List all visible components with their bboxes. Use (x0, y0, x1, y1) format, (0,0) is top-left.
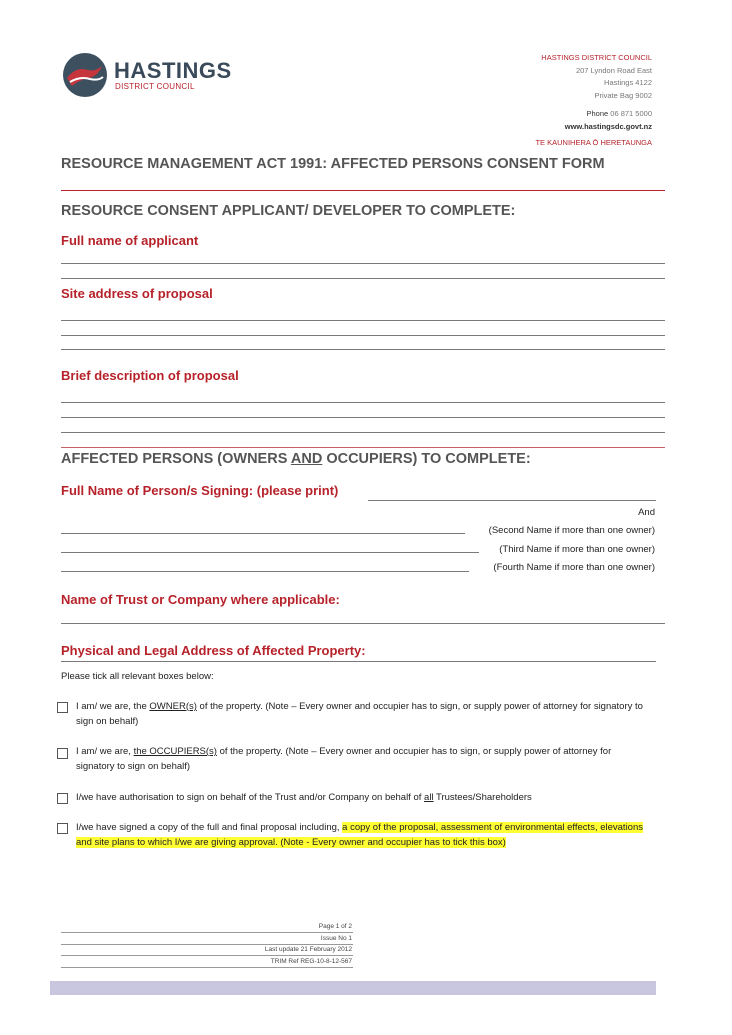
persons-signing-label: Full Name of Person/s Signing: (please print) (61, 483, 339, 498)
owner-option-text (76, 699, 646, 729)
site-address-label: Site address of proposal (61, 286, 213, 301)
footer-rule-2 (61, 944, 353, 945)
proposal-text-highlighted: a copy of the proposal, assessment of environmental effects, elevations and site plans to which I/we are giving approval. (Note - Every owner and occupier has to tick this box) (76, 822, 643, 848)
footer-trim-ref: TRIM Ref REG-10-8-12-567 (270, 958, 352, 965)
footer-page: Page 1 of 2 (318, 923, 352, 930)
applicant-section-heading: RESOURCE CONSENT APPLICANT/ DEVELOPER TO COMPLETE: (61, 203, 516, 219)
affected-section-heading (61, 451, 531, 467)
phone-label: Phone (586, 109, 609, 118)
description-line-3[interactable] (61, 432, 665, 433)
fourth-name-note: (Fourth Name if more than one owner) (493, 562, 655, 573)
brand-subtitle: DISTRICT COUNCIL (115, 82, 195, 91)
affected-heading-and: AND (290, 451, 323, 467)
trust-company-line[interactable] (61, 623, 665, 624)
description-line-4[interactable] (61, 447, 665, 448)
trust-company-label: Name of Trust or Company where applicable: (61, 592, 340, 607)
authorisation-checkbox[interactable] (57, 793, 68, 804)
occupier-text-b: of the property. (Note – Every owner and occupier has to sign, or supply power of attorney for signatory to sign on behalf) (76, 746, 612, 772)
form-title: RESOURCE MANAGEMENT ACT 1991: AFFECTED PERSONS CONSENT FORM (61, 156, 605, 172)
maori-name: TE KAUNIHERA Ō HERETAUNGA (535, 138, 652, 147)
authorisation-option-text (76, 790, 656, 805)
authorisation-text-underlined: all (424, 792, 434, 803)
brand-name: HASTINGS (114, 58, 232, 83)
owner-text-a: I am/ we are, the (76, 701, 150, 712)
contact-city: Hastings 4122 (604, 78, 652, 87)
site-address-line-2[interactable] (61, 335, 665, 336)
contact-street: 207 Lyndon Road East (575, 65, 652, 75)
third-name-line[interactable] (61, 552, 479, 553)
tick-instruction: Please tick all relevant boxes below: (61, 671, 214, 682)
affected-heading-part-1: AFFECTED PERSONS (OWNERS (61, 451, 291, 467)
contact-bag: Private Bag 9002 (594, 90, 652, 100)
proposal-option-text (76, 820, 656, 850)
full-name-line-1[interactable] (61, 263, 665, 264)
occupier-text-underlined: the OCCUPIERS(s) (133, 746, 217, 757)
persons-signing-line[interactable] (368, 500, 656, 501)
owner-text-b: of the property. (Note – Every owner and occupier has to sign, or supply power of attorney for signatory to sign on behalf) (76, 701, 643, 727)
owner-checkbox[interactable] (57, 702, 68, 713)
second-name-note: (Second Name if more than one owner) (488, 525, 655, 536)
site-address-line-3[interactable] (61, 349, 665, 350)
authorisation-text-a: I/we have authorisation to sign on behalf of the Trust and/or Company on behalf of (76, 792, 425, 803)
proposal-text-a: I/we have signed a copy of the full and final proposal including, (76, 822, 343, 833)
contact-council-name: HASTINGS DISTRICT COUNCIL (541, 53, 652, 62)
description-line-2[interactable] (61, 417, 665, 418)
authorisation-text-b: Trustees/Shareholders (433, 792, 532, 803)
third-name-note: (Third Name if more than one owner) (499, 544, 655, 555)
owner-text-underlined: OWNER(s) (149, 701, 197, 712)
physical-address-label: Physical and Legal Address of Affected Property: (61, 643, 366, 658)
fourth-name-line[interactable] (61, 571, 469, 572)
description-line-1[interactable] (61, 402, 665, 403)
proposal-checkbox[interactable] (57, 823, 68, 834)
second-name-line[interactable] (61, 533, 465, 534)
occupier-checkbox[interactable] (57, 748, 68, 759)
contact-block (535, 52, 652, 150)
footer-issue: Issue No 1 (320, 935, 352, 942)
footer-rule-4 (61, 967, 353, 968)
description-label: Brief description of proposal (61, 368, 239, 383)
footer-band (50, 981, 656, 995)
title-divider (61, 190, 665, 191)
full-name-label: Full name of applicant (61, 233, 199, 248)
site-address-line-1[interactable] (61, 320, 665, 321)
occupier-option-text (76, 744, 646, 774)
occupier-text-a: I am/ we are, (76, 746, 134, 757)
affected-heading-part-2: OCCUPIERS) TO COMPLETE: (322, 451, 531, 467)
footer-rule-1 (61, 932, 353, 933)
website: www.hastingsdc.govt.nz (564, 121, 652, 131)
logo-emblem-icon (62, 52, 108, 98)
physical-address-line[interactable] (61, 661, 656, 662)
footer-rule-3 (61, 955, 353, 956)
phone-number: 06 871 5000 (610, 109, 652, 118)
footer-updated: Last update 21 February 2012 (264, 946, 352, 953)
full-name-line-2[interactable] (61, 278, 665, 279)
and-text: And (638, 507, 655, 518)
contact-phone-row (535, 108, 652, 121)
council-logo (62, 52, 108, 98)
